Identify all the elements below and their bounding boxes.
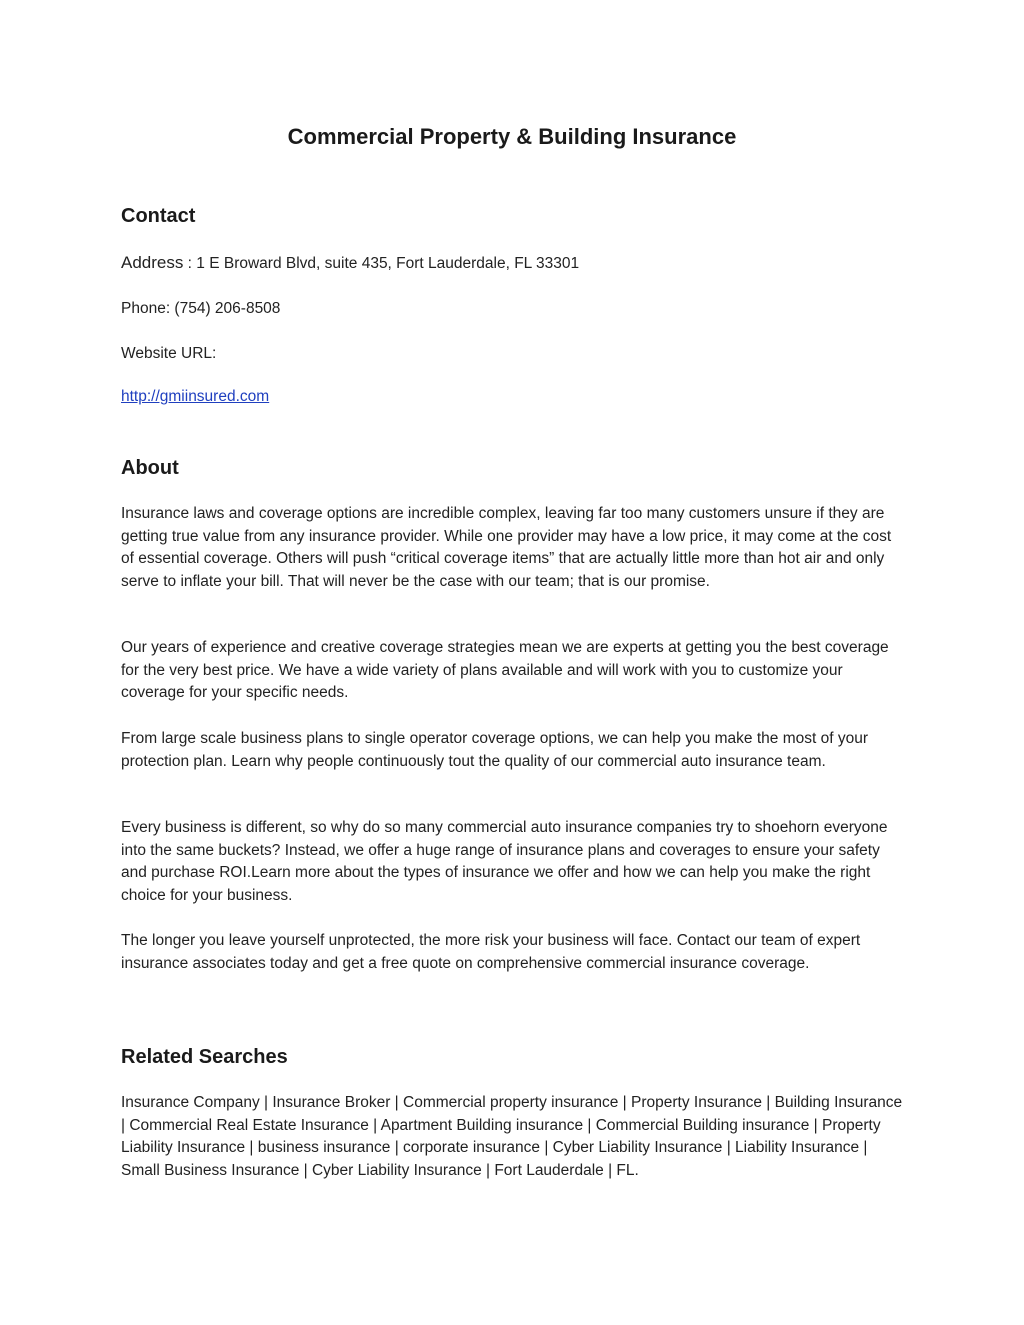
about-paragraph-3: From large scale business plans to single operator coverage options, we can help you make the most of your protection plan. Learn why people continuously tout the quality of our commercial auto insurance team. [121,730,868,770]
address-label: Address [121,253,184,272]
contact-heading: Contact [121,205,196,227]
about-paragraph-1: Insurance laws and coverage options are incredible complex, leaving far too many customers unsure if they are getting true value from any insurance provider. While one provider may have a low price, it may come at the cost of essential coverage. Others will push “critical coverage items” that are actually little more than hot air and only serve to inflate your bill. That will never be the case with our team; that is our promise. [121,505,892,590]
related-searches-heading: Related Searches [121,1046,288,1068]
about-paragraph-2: Our years of experience and creative coverage strategies mean we are experts at getting you the best coverage for the very best price. We have a wide variety of plans available and will work with you to customize your coverage for your specific needs. [121,639,889,701]
about-paragraph-5: The longer you leave yourself unprotected, the more risk your business will face. Contact our team of expert insurance associates today and get a free quote on comprehensive commercial insurance coverage. [121,932,861,972]
about-paragraph-4: Every business is different, so why do so many commercial auto insurance companies try to shoehorn everyone into the same buckets? Instead, we offer a huge range of insurance plans and coverages to ensure your safety and purchase ROI.Learn more about the types of insurance we offer and how we can help you make the right choice for your business. [121,819,888,904]
related-searches-list: Insurance Company | Insurance Broker | Commercial property insurance | Property Insurance | Building Insurance | Commercial Real Estate Insurance | Apartment Building insurance | Commercial Building insurance | Property Liability Insurance | business insurance | corporate insurance | Cyber Liability Insurance | Liability Insurance | Small Business Insurance | Cyber Liability Insurance | Fort Lauderdale | FL. [121,1094,903,1179]
phone-line: Phone: (754) 206-8508 [121,300,281,317]
address-value: : 1 E Broward Blvd, suite 435, Fort Lauderdale, FL 33301 [183,255,580,272]
about-heading: About [121,457,179,479]
page-title: Commercial Property & Building Insurance [287,124,737,149]
website-link-line [121,386,269,408]
website-link[interactable]: http://gmiinsured.com [121,388,270,405]
website-label: Website URL: [121,345,217,362]
address-line [121,252,579,275]
